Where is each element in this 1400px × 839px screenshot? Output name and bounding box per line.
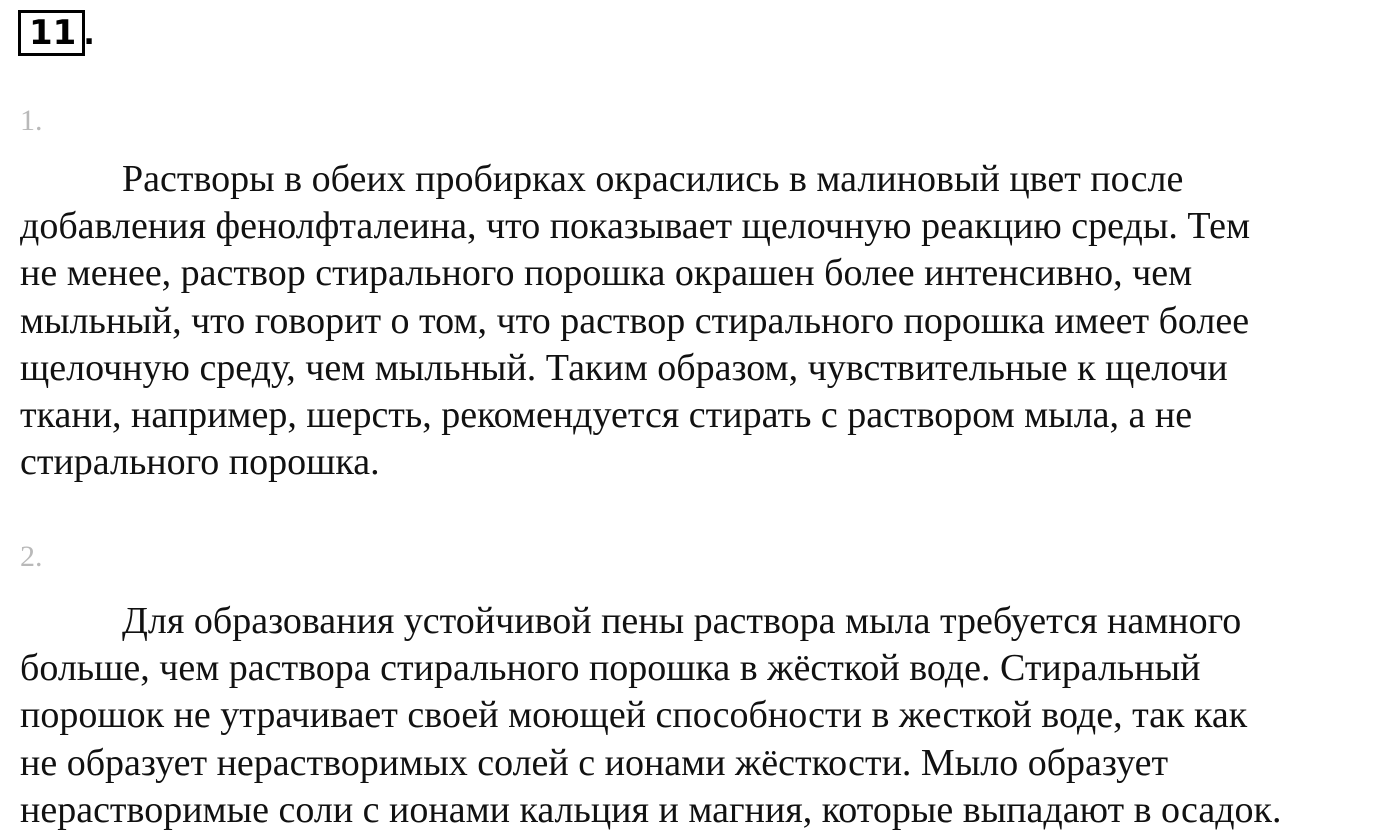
paragraph-line: стирального порошка. — [20, 441, 380, 484]
item-number-1: 1. — [20, 104, 43, 137]
paragraph-line: больше, чем раствора стирального порошка в жёсткой воде. Стиральный — [20, 647, 1201, 690]
item-number-2: 2. — [20, 540, 43, 573]
paragraph-line: порошок не утрачивает своей моющей способности в жесткой воде, так как — [20, 694, 1248, 737]
answer-paragraph-2 — [20, 598, 1395, 834]
paragraph-line: мыльный, что говорит о том, что раствор стирального порошка имеет более — [20, 299, 1250, 342]
paragraph-line: Для образования устойчивой пены раствора мыла требуется намного — [122, 600, 1242, 642]
task-number: 11 — [18, 10, 85, 56]
paragraph-line: добавления фенолфталеина, что показывает щелочную реакцию среды. Тем — [20, 205, 1251, 248]
paragraph-line: нерастворимые соли с ионами кальция и магния, которые выпадают в осадок. — [20, 788, 1282, 831]
task-number-dot: . — [83, 17, 95, 52]
paragraph-line: не менее, раствор стирального порошка окрашен более интенсивно, чем — [20, 252, 1193, 295]
task-header — [18, 10, 95, 56]
paragraph-line: не образует нерастворимых солей с ионами жёсткости. Мыло образует — [20, 741, 1169, 784]
paragraph-line: Растворы в обеих пробирках окрасились в малиновый цвет после — [122, 158, 1184, 200]
paragraph-line: щелочную среду, чем мыльный. Таким образом, чувствительные к щелочи — [20, 346, 1228, 389]
answer-paragraph-1 — [20, 156, 1395, 486]
paragraph-line: ткани, например, шерсть, рекомендуется стирать с раствором мыла, а не — [20, 394, 1193, 437]
